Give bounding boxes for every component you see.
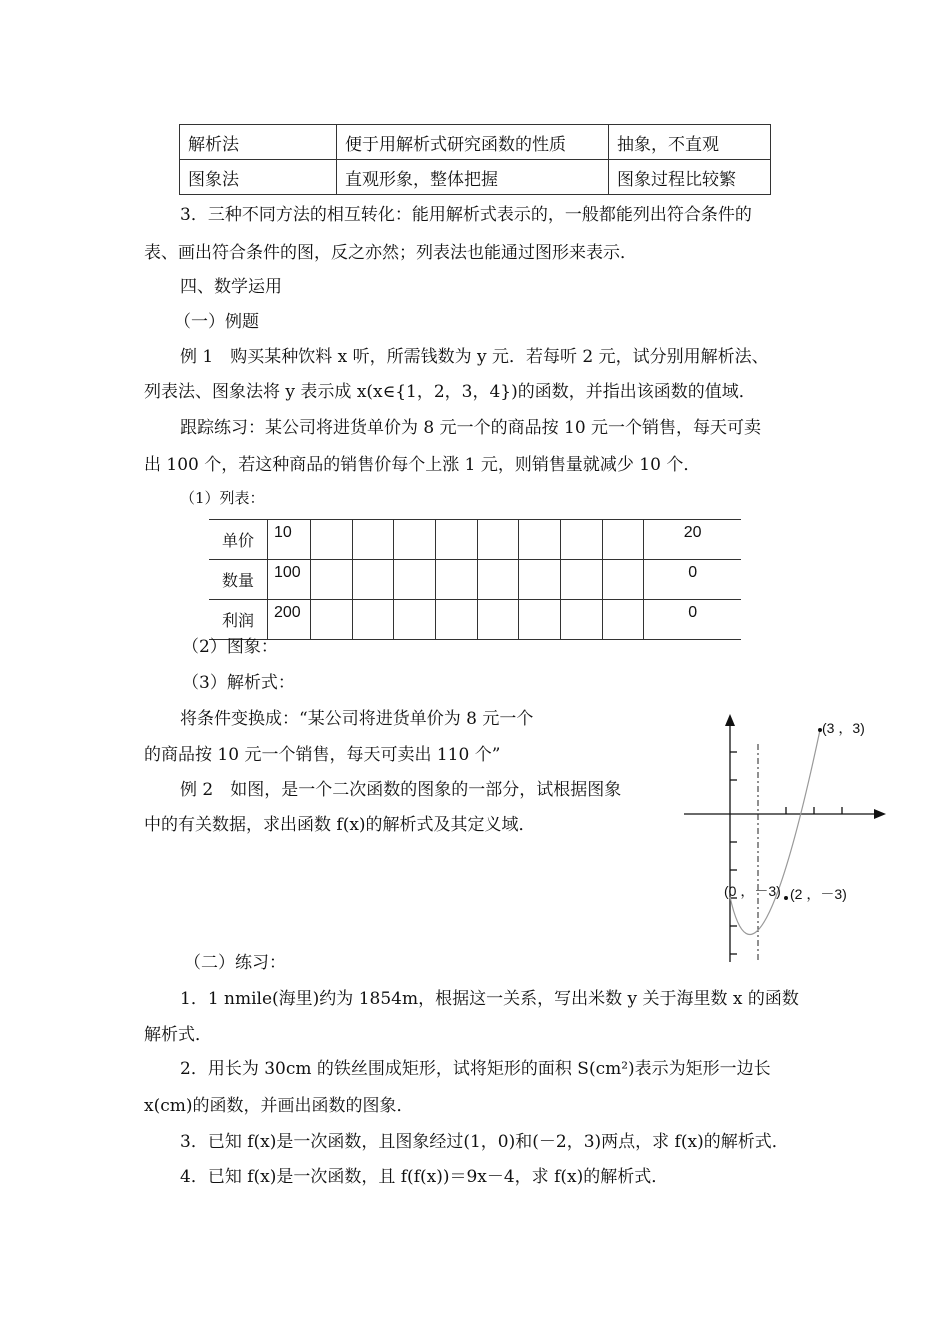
row-header: 利润 (209, 600, 268, 640)
table-cell (352, 600, 394, 640)
example1-line2: 列表法、图象法将 y 表示成 x(x∈{1，2，3，4})的函数，并指出该函数的值域． (144, 382, 756, 402)
table-row (209, 600, 741, 640)
table-cell (394, 520, 436, 560)
table-cell (602, 600, 644, 640)
table-cell (311, 560, 353, 600)
practice3: 3．已知 f(x)是一次函数，且图象经过(1，0)和(－2，3)两点，求 f(x)的解析式． (180, 1132, 789, 1152)
method-advantage: 直观形象，整体把握 (337, 160, 609, 195)
table-cell (519, 520, 561, 560)
table-cell: 20 (644, 520, 741, 560)
table-cell (311, 520, 353, 560)
method-advantage: 便于用解析式研究函数的性质 (337, 125, 609, 160)
change-line2: 的商品按 10 元一个销售，每天可卖出 110 个” (144, 745, 501, 765)
method-disadvantage: 抽象，不直观 (609, 125, 771, 160)
table-row (180, 160, 771, 195)
table-cell (394, 600, 436, 640)
subsection-heading: （一）例题 (174, 312, 259, 332)
method-name: 图象法 (180, 160, 337, 195)
table-cell: 0 (644, 600, 741, 640)
table-cell (436, 600, 478, 640)
table-cell (561, 600, 603, 640)
table-cell: 100 (268, 560, 311, 600)
table-cell (477, 600, 519, 640)
practice2-line2: x(cm)的函数，并画出函数的图象． (144, 1096, 414, 1116)
table-cell (561, 520, 603, 560)
method-name: 解析法 (180, 125, 337, 160)
practice4: 4．已知 f(x)是一次函数，且 f(f(x))＝9x－4，求 f(x)的解析式． (180, 1167, 669, 1187)
point-label-c: (2 ，－3) (790, 886, 847, 902)
para3-line2: 表、画出符合条件的图，反之亦然；列表法也能通过图形来表示． (144, 243, 637, 263)
list-label: （1）列表： (180, 489, 265, 507)
formula-label: （3）解析式： (182, 673, 295, 693)
table-cell: 0 (644, 560, 741, 600)
y-axis-arrow (725, 714, 735, 726)
graph-label: （2）图象： (182, 637, 278, 657)
section-heading: 四、数学运用 (180, 277, 282, 297)
table-cell (519, 600, 561, 640)
methods-table (179, 124, 771, 195)
subsection-heading-2: （二）练习： (184, 953, 286, 973)
table-cell (477, 560, 519, 600)
example2-line1: 例 2 如图，是一个二次函数的图象的一部分，试根据图象 (180, 780, 622, 800)
table-cell (519, 560, 561, 600)
price-data-table (209, 519, 741, 640)
table-cell (436, 520, 478, 560)
table-row (209, 560, 741, 600)
method-disadvantage: 图象过程比较繁 (609, 160, 771, 195)
point-label-a: (3 ，3) (822, 720, 865, 736)
example2-line2: 中的有关数据，求出函数 f(x)的解析式及其定义域． (144, 815, 536, 835)
table-cell (311, 600, 353, 640)
practice1-line1: 1．1 nmile(海里)约为 1854m，根据这一关系，写出米数 y 关于海里数 x 的函数 (180, 989, 799, 1009)
x-axis-arrow (874, 809, 886, 819)
parabola-graph (680, 712, 890, 972)
tracking-line2: 出 100 个，若这种商品的销售价每个上涨 1 元，则销售量就减少 10 个． (144, 455, 701, 475)
table-cell (394, 560, 436, 600)
tracking-line1: 跟踪练习：某公司将进货单价为 8 元一个的商品按 10 元一个销售，每天可卖 (180, 418, 762, 438)
point-marker (784, 896, 788, 900)
table-row (209, 520, 741, 560)
table-cell: 200 (268, 600, 311, 640)
table-cell (561, 560, 603, 600)
table-cell (477, 520, 519, 560)
table-cell (602, 520, 644, 560)
example1-line1: 例 1 购买某种饮料 x 听，所需钱数为 y 元．若每听 2 元，试分别用解析法、 (180, 347, 769, 367)
table-cell (352, 560, 394, 600)
practice1-line2: 解析式． (144, 1025, 212, 1045)
row-header: 数量 (209, 560, 268, 600)
row-header: 单价 (209, 520, 268, 560)
table-cell (602, 560, 644, 600)
table-row (180, 125, 771, 160)
table-cell (352, 520, 394, 560)
table-cell (436, 560, 478, 600)
parabola-curve (730, 730, 820, 934)
table-cell: 10 (268, 520, 311, 560)
point-label-b: (0 ，－3) (724, 883, 781, 899)
change-line1: 将条件变换成：“某公司将进货单价为 8 元一个 (180, 709, 534, 729)
para3-line1: 3．三种不同方法的相互转化：能用解析式表示的，一般都能列出符合条件的 (180, 205, 752, 225)
practice2-line1: 2．用长为 30cm 的铁丝围成矩形，试将矩形的面积 S(cm²)表示为矩形一边长 (180, 1059, 771, 1079)
